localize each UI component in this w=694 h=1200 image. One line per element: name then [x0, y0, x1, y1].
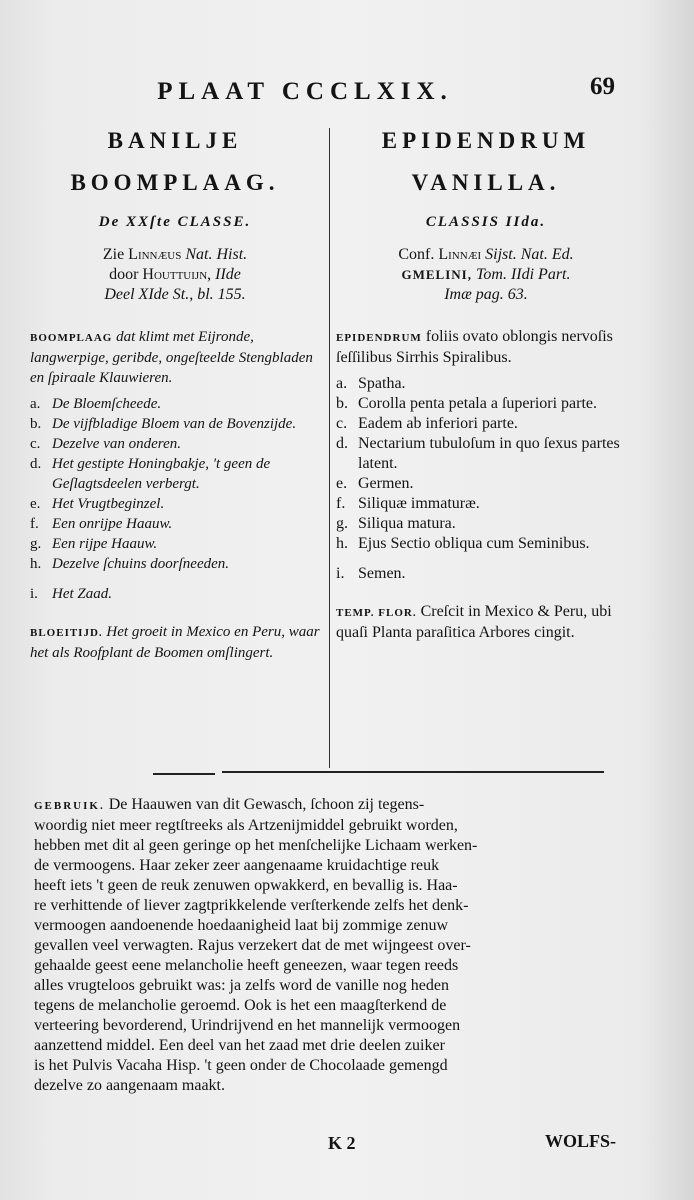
ref-volume: Tom. IIdi Part.	[471, 266, 571, 283]
dutch-reference	[30, 245, 320, 305]
paragraph-line	[34, 956, 626, 976]
dutch-bloeitijd	[30, 622, 320, 663]
ref-page: Imæ pag. 63.	[444, 286, 528, 303]
plate-heading: PLAAT CCCLXIX.	[157, 78, 453, 105]
legend-text: Germen.	[358, 475, 414, 492]
ref-author: Linnæi	[438, 246, 482, 263]
legend-item	[30, 514, 320, 534]
legend-text: Het Vrugtbeginzel.	[52, 496, 165, 512]
ref-text: Zie	[102, 246, 129, 263]
latin-title-line1: EPIDENDRUM	[381, 128, 591, 153]
ref-editor: GMELINI,	[401, 267, 472, 282]
legend-text: Ejus Sectio obliqua cum Seminibus.	[358, 535, 590, 552]
ref-volume: IIde	[211, 266, 241, 283]
legend-text: Siliquæ immaturæ.	[358, 495, 480, 512]
dutch-column	[30, 120, 320, 663]
line-text: De Haauwen van dit Gewasch, ſchoon zij tegens-	[108, 796, 425, 813]
legend-item	[30, 554, 320, 574]
latin-figure-legend	[336, 374, 636, 584]
legend-item	[336, 514, 636, 534]
legend-key: h.	[30, 556, 42, 572]
latin-classis: CLASSIS IIda.	[425, 214, 547, 230]
legend-key: d.	[336, 435, 348, 452]
line-text: alles vrugteloos gebruikt was: ja zelfs word de vanille nog heden	[34, 977, 449, 994]
legend-key: h.	[336, 535, 348, 552]
paragraph-line	[34, 1016, 626, 1036]
description-lead: EPIDENDRUM	[336, 332, 422, 344]
paragraph-line	[34, 856, 626, 876]
temp-flor-text: Creſcit in Mexico & Peru, ubi quaſi Planta paraſitica Arbores cingit.	[336, 603, 612, 641]
temp-flor-lead: TEMP. FLOR.	[336, 607, 417, 619]
signature-mark: K 2	[328, 1133, 356, 1153]
bloeitijd-text: Het groeit in Mexico en Peru, waar het als Roofplant de Boomen omſlingert.	[30, 624, 320, 661]
legend-item	[30, 454, 320, 494]
legend-item	[336, 474, 636, 494]
legend-item	[30, 584, 320, 604]
line-text: aanzettend middel. Een deel van het zaad met drie deelen zuiker	[34, 1037, 445, 1054]
ref-author: Linnæus	[128, 246, 182, 263]
line-text: woordig niet meer regtſtreeks als Artzenijmiddel gebruikt worden,	[34, 817, 458, 834]
paragraph-line	[34, 936, 626, 956]
legend-key: d.	[30, 456, 42, 472]
gebruik-paragraph	[34, 795, 626, 1096]
legend-key: g.	[336, 515, 348, 532]
line-text: dezelve zo aangenaam maakt.	[34, 1077, 225, 1094]
legend-item	[30, 434, 320, 454]
gebruik-lead: GEBRUIK.	[34, 800, 105, 812]
paragraph-line	[34, 795, 626, 816]
latin-description	[336, 327, 636, 368]
legend-key: c.	[30, 436, 41, 452]
line-text: tegens de melancholie geroemd. Ook is het een maagſterkend de	[34, 997, 447, 1014]
line-text: verteering bevorderend, Urindrijvend en het mannelijk vermoogen	[34, 1017, 461, 1034]
line-text: is het Pulvis Vacaha Hisp. 't geen onder de Chocolaade gemengd	[34, 1057, 448, 1074]
dutch-title-line2: BOOMPLAAG.	[70, 170, 280, 195]
legend-key: b.	[336, 395, 348, 412]
legend-item	[336, 434, 636, 474]
description-text: dat klimt met Eijronde, langwerpige, geribde, ongeſteelde Stengbladen en ſpiraale Klauwieren.	[30, 329, 313, 386]
legend-item	[336, 564, 636, 584]
legend-text: De vijfbladige Bloem van de Bovenzijde.	[52, 416, 297, 432]
paragraph-line	[34, 1076, 626, 1096]
legend-key: g.	[30, 536, 42, 552]
section-rule-short	[153, 773, 215, 775]
legend-item	[336, 414, 636, 434]
legend-text: Een onrijpe Haauw.	[52, 516, 173, 532]
legend-item	[336, 494, 636, 514]
ref-text: Conf.	[398, 246, 439, 263]
legend-text: Nectarium tubuloſum in quo ſexus partes latent.	[358, 435, 620, 472]
line-text: gehaalde geest eene melancholie heeft geneezen, waar tegen reeds	[34, 957, 459, 974]
legend-text: Het Zaad.	[52, 586, 112, 602]
dutch-classe: De XXſte CLASSE.	[98, 214, 252, 230]
line-text: vermoogen aandoenende hoedaanigheid laat bij zommige zenuw	[34, 917, 449, 934]
legend-text: Semen.	[358, 565, 406, 582]
legend-item	[336, 534, 636, 554]
latin-title-line2: VANILLA.	[411, 170, 561, 195]
legend-key: e.	[336, 475, 348, 492]
paragraph-line	[34, 816, 626, 836]
legend-key: i.	[336, 565, 345, 582]
paragraph-line	[34, 976, 626, 996]
legend-key: e.	[30, 496, 41, 512]
legend-key: i.	[30, 586, 38, 602]
latin-flowering-time	[336, 602, 636, 643]
legend-text: De Bloemſcheede.	[52, 396, 162, 412]
legend-text: Siliqua matura.	[358, 515, 456, 532]
ref-page: Deel XIde St., bl. 155.	[104, 286, 246, 303]
legend-text: Corolla penta petala a ſuperiori parte.	[358, 395, 598, 412]
dutch-figure-legend	[30, 394, 320, 604]
paragraph-line	[34, 1036, 626, 1056]
legend-text: Eadem ab inferiori parte.	[358, 415, 518, 432]
catchword: WOLFS-	[545, 1131, 617, 1151]
legend-key: b.	[30, 416, 42, 432]
legend-key: a.	[336, 375, 348, 392]
line-text: de vermoogens. Haar zeker zeer aangenaame kruidachtige reuk	[34, 857, 440, 874]
paragraph-line	[34, 996, 626, 1016]
line-text: heeft iets 't geen de reuk zenuwen opwakkerd, en bevallig is. Haa-	[34, 877, 458, 894]
legend-text: Dezelve van onderen.	[52, 436, 181, 452]
legend-text: Dezelve ſchuins doorſneeden.	[52, 556, 230, 572]
paragraph-line	[34, 1056, 626, 1076]
legend-item	[30, 494, 320, 514]
legend-text: Een rijpe Haauw.	[52, 536, 158, 552]
legend-key: c.	[336, 415, 348, 432]
paragraph-line	[34, 916, 626, 936]
line-text: hebben met dit al geen geringe op het menſchelijke Lichaam werken-	[34, 837, 478, 854]
latin-reference	[336, 245, 636, 305]
line-text: gevallen veel verwagten. Rajus verzekert dat de met wijngeest over-	[34, 937, 471, 954]
paragraph-line	[34, 876, 626, 896]
legend-text: Het gestipte Honingbakje, 't geen de Geſlagtsdeelen verbergt.	[52, 456, 271, 492]
legend-item	[30, 414, 320, 434]
legend-item	[336, 374, 636, 394]
legend-item	[30, 394, 320, 414]
legend-key: f.	[336, 495, 346, 512]
column-divider	[329, 128, 330, 768]
dutch-description	[30, 327, 320, 388]
paragraph-line	[34, 896, 626, 916]
ref-work: Nat. Hist.	[181, 246, 248, 263]
ref-work: Sijst. Nat. Ed.	[481, 246, 574, 263]
legend-item	[30, 534, 320, 554]
ref-author: Houttuijn,	[142, 266, 212, 283]
legend-key: f.	[30, 516, 39, 532]
paragraph-line	[34, 836, 626, 856]
latin-column	[336, 120, 636, 643]
page-number: 69	[590, 73, 615, 100]
ref-text: door	[109, 266, 143, 283]
legend-item	[336, 394, 636, 414]
legend-key: a.	[30, 396, 41, 412]
description-text: foliis ovato oblongis nervoſis ſeſſilibus Sirrhis Spiralibus.	[336, 328, 613, 366]
legend-text: Spatha.	[358, 375, 406, 392]
dutch-title-line1: BANILJE	[107, 128, 243, 153]
line-text: re verhittende of liever zagtprikkelende verſterkende zelfs het denk-	[34, 897, 469, 914]
description-lead: BOOMPLAAG	[30, 332, 113, 344]
section-rule-long	[222, 771, 604, 773]
bloeitijd-lead: BLOEITIJD.	[30, 627, 103, 639]
